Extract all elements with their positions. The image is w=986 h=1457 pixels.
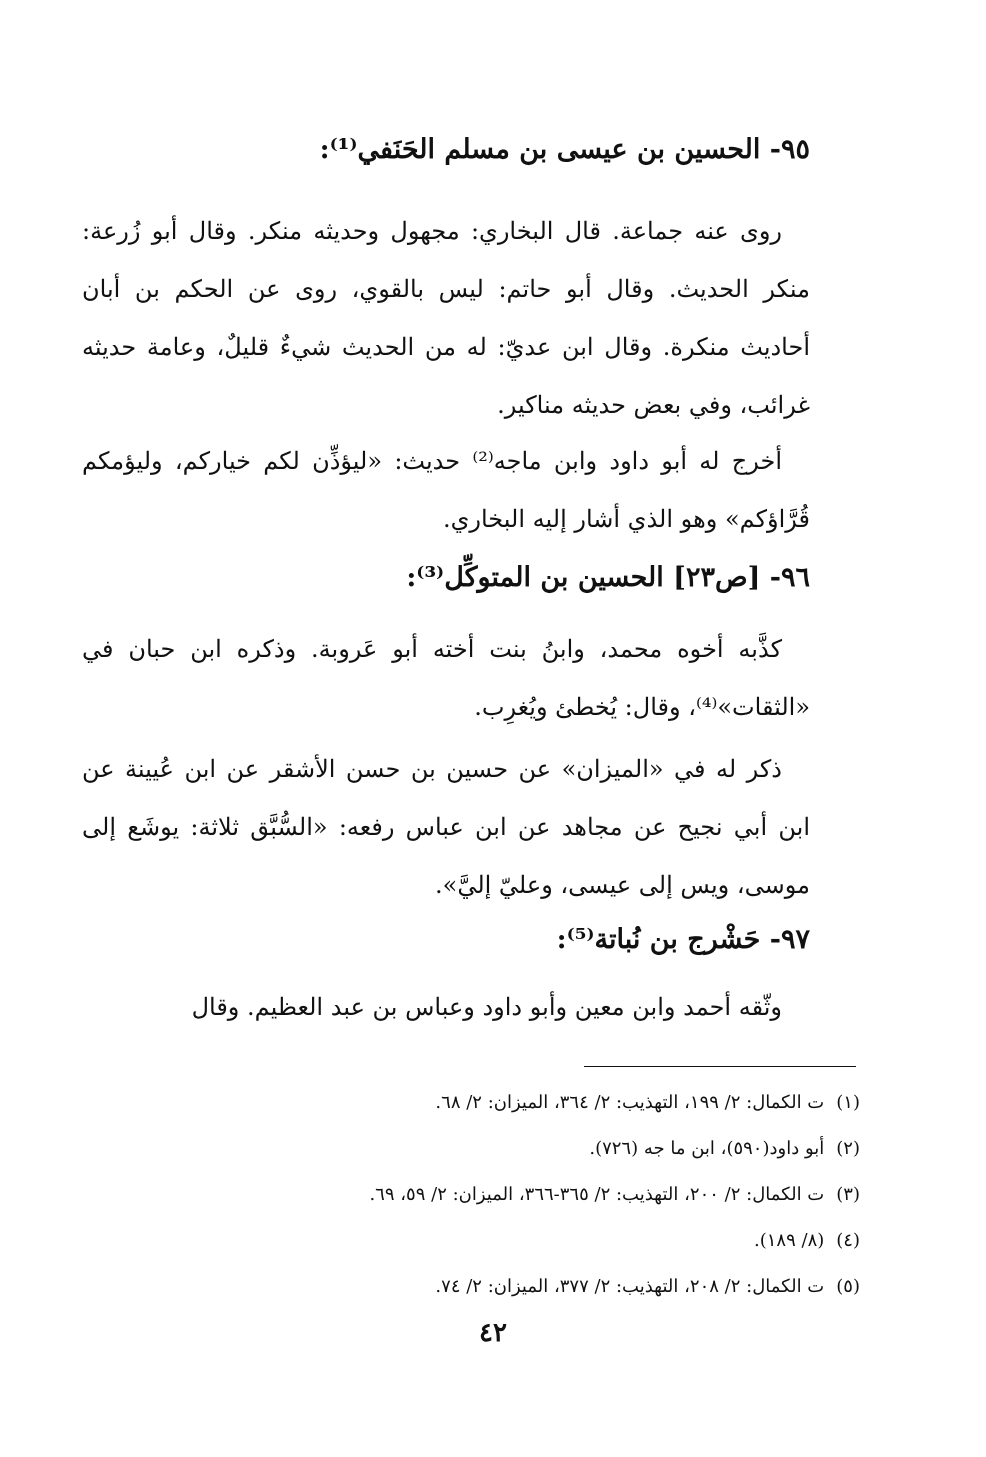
footnote-text: ت الكمال: ٢/ ٢٠٠، التهذيب: ٢/ ٣٦٥-٣٦٦، الميزان: ٢/ ٥٩، ٦٩. <box>369 1184 825 1205</box>
entry-97 <box>82 918 810 962</box>
paragraph: وثّقه أحمد وابن معين وأبو داود وعباس بن عبد العظيم. وقال <box>191 993 782 1021</box>
paragraph: ذكر له في «الميزان» عن حسين بن حسن الأشقر عن ابن عُيينة عن ابن أبي نجيح عن مجاهد عن ابن عباس رفعه: «السُّبَّق ثلاثة: يوشَع إلى موسى، ويس إلى عيسى، وعليّ إليَّ». <box>82 755 810 899</box>
footnote <box>120 1126 860 1172</box>
entry-96-body-2 <box>82 740 810 914</box>
entry-heading: ٩٧- حَشْرج بن نُباتة⁽⁵⁾: <box>556 924 810 955</box>
footnote-text: (٨/ ١٨٩). <box>754 1230 825 1251</box>
entry-95-body-2 <box>82 432 810 548</box>
footnote <box>120 1172 860 1218</box>
footnote <box>120 1080 860 1126</box>
entry-97-body <box>82 978 810 1036</box>
footnote-number: (٢) <box>836 1138 860 1159</box>
footnote-number: (٤) <box>836 1230 860 1251</box>
footnote-text: ت الكمال: ٢/ ٢٠٨، التهذيب: ٢/ ٣٧٧، الميزان: ٢/ ٧٤. <box>435 1276 825 1297</box>
footnote-number: (٣) <box>836 1184 860 1205</box>
footnote <box>120 1264 860 1310</box>
paragraph: كذَّبه أخوه محمد، وابنُ بنت أخته أبو عَروبة. وذكره ابن حبان في «الثقات»⁽⁴⁾، وقال: يُخطئ ويُغرِب. <box>82 635 810 721</box>
page-number: ٤٢ <box>479 1318 507 1348</box>
footnote-number: (١) <box>836 1092 860 1113</box>
footnote-divider <box>584 1066 856 1067</box>
footnote <box>120 1218 860 1264</box>
paragraph: روى عنه جماعة. قال البخاري: مجهول وحديثه منكر. وقال أبو زُرعة: منكر الحديث. وقال أبو حاتم: ليس بالقوي، روى عن الحكم بن أبان أحاديث منكرة. وقال ابن عديّ: له من الحديث شيءٌ قليلٌ، وعامة حديثه غرائب، وفي بعض حديثه مناكير. <box>82 217 810 419</box>
entry-heading: ٩٦- [ص٢٣] الحسين بن المتوكِّل⁽³⁾: <box>406 562 810 593</box>
footnote-number: (٥) <box>836 1276 860 1297</box>
footnote-text: أبو داود(٥٩٠)، ابن ما جه (٧٢٦). <box>589 1138 825 1159</box>
paragraph: أخرج له أبو داود وابن ماجه⁽²⁾ حديث: «ليؤذِّن لكم خياركم، وليؤمكم قُرَّاؤكم» وهو الذي أشار إليه البخاري. <box>82 447 810 533</box>
entry-95-body <box>82 202 810 434</box>
footnote-text: ت الكمال: ٢/ ١٩٩، التهذيب: ٢/ ٣٦٤، الميزان: ٢/ ٦٨. <box>435 1092 825 1113</box>
entry-heading: ٩٥- الحسين بن عيسى بن مسلم الحَنَفي⁽¹⁾: <box>319 134 810 165</box>
entry-96-body <box>82 620 810 736</box>
entry-95 <box>82 128 810 172</box>
footnotes <box>120 1080 860 1310</box>
entry-96 <box>82 556 810 600</box>
